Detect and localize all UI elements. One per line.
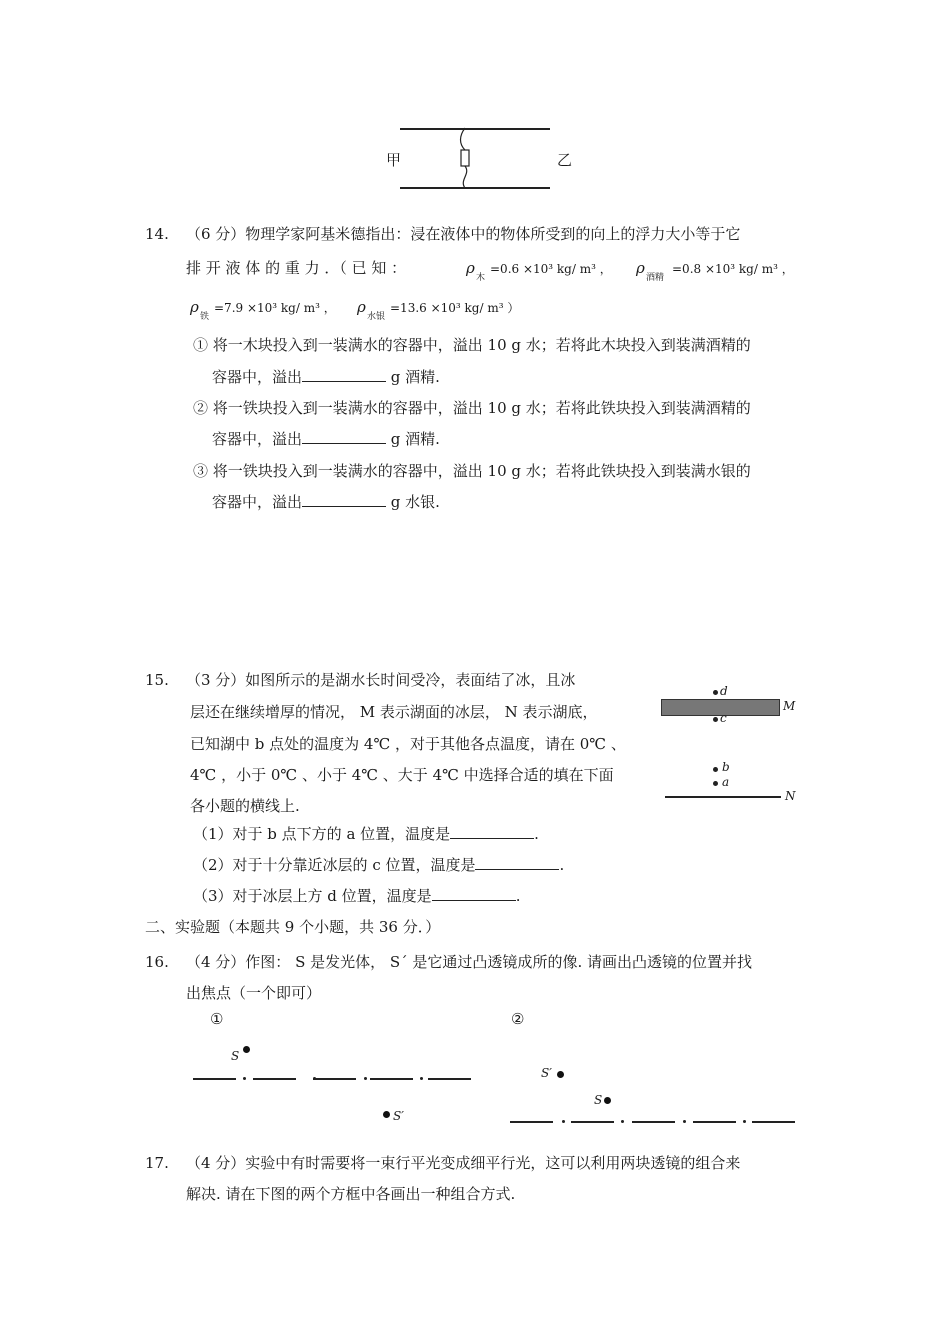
rho-iron-value: =7.9 ×10³ kg/ m³ ， [214,301,336,315]
label-yi: 乙 [557,151,573,169]
fig1-s-point [243,1046,250,1053]
q14-item3-line2: 容器中，溢出 g 水银. [212,493,440,511]
q15-number: 15. [145,671,169,689]
rho-alcohol-sub: 酒精 [646,273,665,283]
fig1-label: ① [210,1010,224,1028]
point-a-label: a [722,775,730,789]
q14-item1-line2: 容器中，溢出 g 酒精. [212,368,440,386]
q16-line1: （4 分）作图： S 是发光体， S´ 是它通过凸透镜成所的像. 请画出凸透镜的位置并找 [186,953,752,971]
rho-iron-symbol: ρ [190,298,199,316]
fig2-label: ② [511,1010,525,1028]
q16-line2: 出焦点（一个即可） [186,984,322,1002]
answer-blank[interactable] [302,429,386,444]
q14-number: 14. [145,225,169,243]
answer-blank[interactable] [475,855,559,870]
lake-bottom-line [665,796,781,798]
rho-alcohol-value: =0.8 ×10³ kg/ m³ ， [672,262,794,276]
rho-alcohol-symbol: ρ [636,259,645,277]
fig2-s-prime-label: S′ [541,1066,552,1080]
q17-line1: （4 分）实验中有时需要将一束行平光变成细平行光，这可以利用两块透镜的组合来 [186,1154,741,1172]
q17-line2: 解决. 请在下图的两个方框中各画出一种组合方式. [186,1185,516,1203]
q14-item2-line2: 容器中，溢出 g 酒精. [212,430,440,448]
point-d-label: d [720,684,728,698]
q15-line4: 4℃ ，小于 0℃ 、小于 4℃ 、大于 4℃ 中选择合适的填在下面 [190,766,614,784]
q15-sub2: （2）对于十分靠近冰层的 c 位置，温度是 . [193,856,565,874]
fig1-s-prime-label: S′ [393,1109,404,1123]
fig1-s-prime-point [383,1111,390,1118]
rho-mercury-sub: 水银 [367,312,386,322]
answer-blank[interactable] [432,886,516,901]
answer-blank[interactable] [450,824,534,839]
q15-line3: 已知湖中 b 点处的温度为 4℃ ，对于其他各点温度，请在 0℃ 、 [190,735,626,753]
q14-line2: 排 开 液 体 的 重 力 ．（ 已 知 ： [186,259,407,277]
fig2-s-prime-point [557,1071,564,1078]
q15-sub3: （3）对于冰层上方 d 位置，温度是 . [193,887,521,905]
q14-line1: （6 分）物理学家阿基米德指出：浸在液体中的物体所受到的向上的浮力大小等于它 [186,225,741,243]
top-wire-upper [400,128,550,130]
point-c-label: c [720,711,727,725]
point-c-dot [713,717,718,722]
q16-number: 16. [145,953,169,971]
point-d-dot [713,690,718,695]
point-b-label: b [722,760,730,774]
label-jia: 甲 [386,151,402,169]
rho-iron-sub: 铁 [200,312,210,322]
resistor-symbol [455,128,475,188]
q15-sub1: （1）对于 b 点下方的 a 位置，温度是 . [193,825,539,843]
rho-mercury-value: =13.6 ×10³ kg/ m³ ） [390,301,520,315]
section-2-title: 二、实验题（本题共 9 个小题，共 36 分．） [145,918,441,936]
q15-line5: 各小题的横线上. [190,797,300,815]
point-a-dot [713,781,718,786]
label-N: N [785,789,796,803]
label-M: M [783,699,796,713]
rho-wood-symbol: ρ [466,259,475,277]
q14-item1-line1: ① 将一木块投入到一装满水的容器中，溢出 10 g 水；若将此木块投入到装满酒精的 [193,336,751,354]
fig2-s-point [604,1097,611,1104]
rho-wood-value: =0.6 ×10³ kg/ m³ ， [490,262,612,276]
q15-line1: （3 分）如图所示的是湖水长时间受冷，表面结了冰，且冰 [186,671,576,689]
rho-mercury-symbol: ρ [357,298,366,316]
answer-blank[interactable] [302,367,386,382]
point-b-dot [713,767,718,772]
answer-blank[interactable] [302,492,386,507]
fig1-s-label: S [231,1049,240,1063]
q17-number: 17. [145,1154,169,1172]
fig2-s-label: S [594,1093,603,1107]
q14-item2-line1: ② 将一铁块投入到一装满水的容器中，溢出 10 g 水；若将此铁块投入到装满酒精的 [193,399,751,417]
q14-item3-line1: ③ 将一铁块投入到一装满水的容器中，溢出 10 g 水；若将此铁块投入到装满水银的 [193,462,751,480]
top-wire-lower [400,187,550,189]
rho-wood-sub: 木 [476,273,486,283]
q15-line2: 层还在继续增厚的情况， M 表示湖面的冰层， N 表示湖底， [190,703,598,721]
